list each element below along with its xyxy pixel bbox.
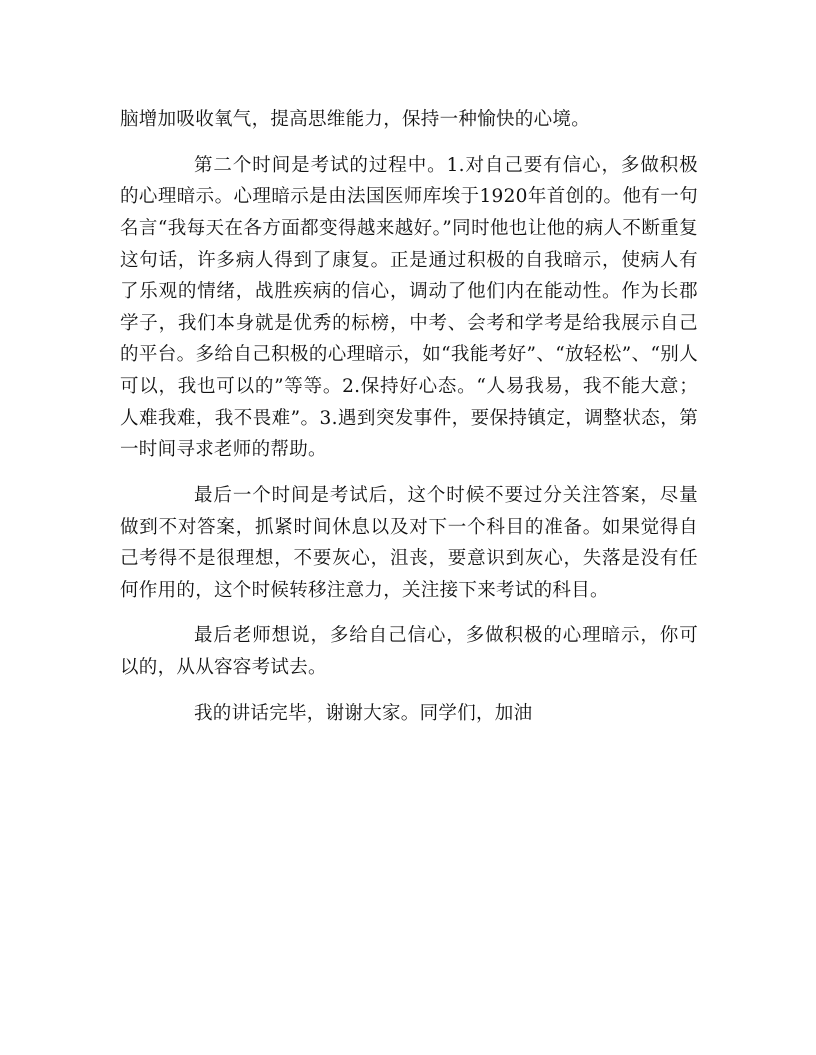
- paragraph-second-time-during-exam: 第二个时间是考试的过程中。1.对自己要有信心，多做积极的心理暗示。心理暗示是由法国医师库埃于1920年首创的。他有一句名言“我每天在各方面都变得越来越好。”同时他也让他的病人不断重复这句话，许多病人得到了康复。正是通过积极的自我暗示，使病人有了乐观的情绪，战胜疾病的信心，调动了他们内在能动性。作为长郡学子，我们本身就是优秀的标榜，中考、会考和学考是给我展示自己的平台。多给自己积极的心理暗示，如“我能考好”、“放轻松”、“别人可以，我也可以的”等等。2.保持好心态。“人易我易，我不能大意；人难我难，我不畏难”。3.遇到突发事件，要保持镇定，调整状态，第一时间寻求老师的帮助。: [120, 154, 698, 461]
- document-body: [120, 104, 698, 729]
- paragraph-teacher-closing-advice: 最后老师想说，多给自己信心，多做积极的心理暗示，你可以的，从从容容考试去。: [120, 625, 698, 679]
- paragraph-last-time-after-exam: 最后一个时间是考试后，这个时候不要过分关注答案，尽量做到不对答案，抓紧时间休息以及对下一个科目的准备。如果觉得自己考得不是很理想，不要灰心，沮丧，要意识到灰心，失落是没有任何作用的，这个时候转移注意力，关注接下来考试的科目。: [120, 484, 698, 601]
- paragraph-speech-ending: 我的讲话完毕，谢谢大家。同学们，加油: [194, 702, 533, 724]
- paragraph-continuation: 脑增加吸收氧气，提高思维能力，保持一种愉快的心境。: [120, 109, 591, 130]
